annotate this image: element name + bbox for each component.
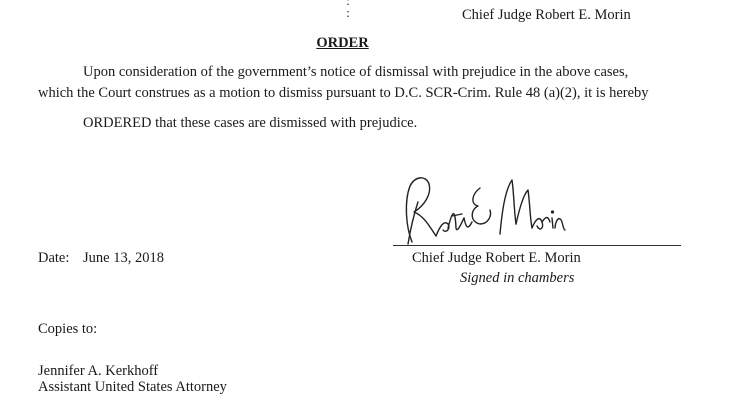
caption-separator-colon: : (346, 5, 350, 20)
ordered-clause: ORDERED that these cases are dismissed with prejudice. (83, 115, 418, 131)
copy-recipient-name: Jennifer A. Kerkhoff (38, 363, 159, 379)
copy-recipient-title: Assistant United States Attorney (38, 379, 227, 395)
caption-separator-colon: : (346, 0, 350, 8)
signature-line (393, 245, 681, 246)
order-paragraph-line: Upon consideration of the government’s notice of dismissal with prejudice in the above cases, (83, 64, 629, 80)
order-paragraph-line: which the Court construes as a motion to dismiss pursuant to D.C. SCR-Crim. Rule 48 (a)(2), it is hereby (38, 85, 649, 101)
copies-to-label: Copies to: (38, 321, 98, 337)
signer-name: Chief Judge Robert E. Morin (412, 250, 581, 266)
case-caption-judge: Chief Judge Robert E. Morin (462, 7, 631, 23)
handwritten-signature (396, 172, 566, 247)
date-label: Date: (38, 250, 70, 266)
order-title: ORDER (316, 35, 369, 51)
signed-in-chambers-note: Signed in chambers (460, 270, 575, 286)
date-value: June 13, 2018 (83, 250, 164, 266)
